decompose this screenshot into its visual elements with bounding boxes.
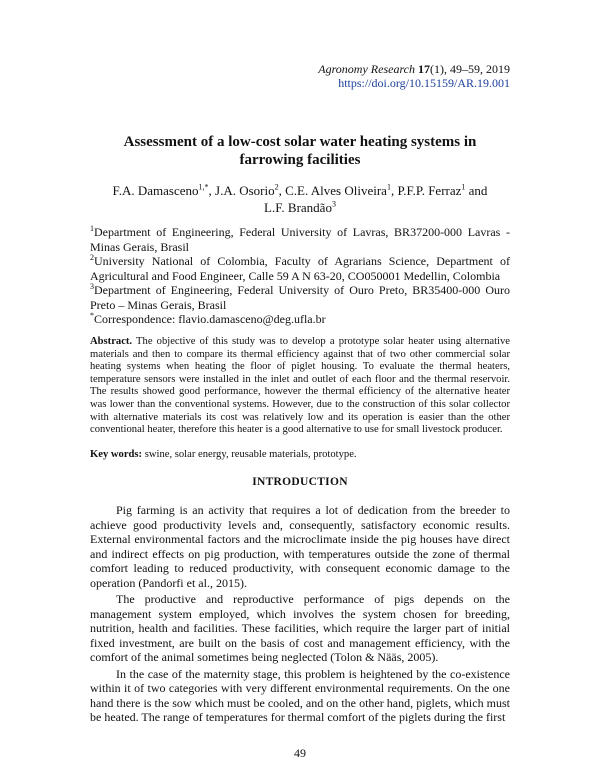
abstract [90, 336, 510, 437]
paragraph: The productive and reproductive performance of pigs depends on the management system employed, which involves the system chosen for breeding, nutrition, health and facilities. These facilities, which require the larger part of initial fixed investment, are built on the basis of cost and management efficiency, with the comfort of the animal sometimes being neglected (Tolon & Nääs, 2005). [90, 592, 510, 664]
doi-link[interactable]: https://doi.org/10.15159/AR.19.001 [338, 76, 510, 90]
author-line-2 [90, 199, 510, 216]
affiliation-3 [90, 283, 510, 312]
affiliation-text: Department of Engineering, Federal University of Ouro Preto, BR35400-000 Ouro Preto – Minas Gerais, Brasil [90, 283, 510, 312]
journal-name: Agronomy Research [318, 62, 415, 76]
author-name: L.F. Brandão [264, 200, 332, 215]
affiliation-text: University National of Colombia, Faculty of Agrarians Science, Department of Agricultural and Food Engineer, Calle 59 A N 63-20, CO050001 Medellin, Colombia [90, 254, 510, 283]
author-name: F.A. Damasceno [112, 183, 199, 198]
author-name: , P.F.P. Ferraz [390, 183, 462, 198]
paper-title: Assessment of a low-cost solar water heating systems in farrowing facilities [123, 134, 477, 168]
section-heading: INTRODUCTION [252, 476, 348, 488]
paragraph: In the case of the maternity stage, this problem is heightened by the co-existence within it of two categories with very different environmental requirements. On the one hand there is the sow which must be cooled, and on the other hand, piglets, which must be heated. The range of temperatures for thermal comfort of the piglets during the first [90, 666, 510, 724]
paragraph: Pig farming is an activity that requires a lot of dedication from the breeder to achieve good productivity levels and, consequently, satisfactory economic results. External environmental factors and the microclimate inside the pig houses have direct and indirect effects on pig production, with temperatures outside the zone of thermal comfort leading to reduced productivity, with consequent economic damage to the operation (Pandorfi et al., 2015). [90, 503, 510, 590]
author-name: , J.A. Osorio [208, 183, 275, 198]
author-line-1 [90, 182, 510, 199]
author-list [90, 182, 510, 216]
author-sup: 2 [274, 182, 279, 192]
affiliation-sup: 2 [90, 253, 94, 262]
author-sup: 1 [386, 182, 391, 192]
correspondence-text: Correspondence: flavio.damasceno@deg.ufla.br [94, 312, 326, 326]
journal-header [318, 62, 510, 90]
body-text [90, 503, 510, 727]
journal-volume: 17 [418, 62, 430, 76]
keywords-label: Key words: [90, 449, 143, 460]
journal-issue-pages: (1), 49–59, 2019 [430, 62, 510, 76]
author-sup: 1,* [198, 182, 209, 192]
page-number: 49 [294, 746, 306, 760]
affiliation-2 [90, 254, 510, 283]
keywords-text: swine, solar energy, reusable materials, prototype. [144, 449, 357, 460]
keywords [90, 449, 510, 462]
affiliation-text: Department of Engineering, Federal University of Lavras, BR37200-000 Lavras - Minas Gerais, Brasil [90, 225, 510, 254]
affiliation-sup: * [90, 311, 94, 320]
affiliations [90, 225, 510, 327]
abstract-text: The objective of this study was to develop a prototype solar heater using alternative materials and then to compare its thermal efficiency against that of two other commercial solar heating systems when heating the floor of piglet housing. To evaluate the thermal heaters, temperature sensors were installed in the inlet and outlet of each floor and the thermal reservoir. The results showed good performance, however the thermal efficiency of the alternative heater was lower than the conventional systems. However, due to the construction of this solar collector with alternative materials its cost was relatively low and its operation is easier than the other conventional heater, therefore this heater is a good alternative to use for small livestock producer. [90, 336, 510, 436]
abstract-label: Abstract. [90, 336, 133, 347]
author-name: , C.E. Alves Oliveira [278, 183, 387, 198]
author-sup: 1 [461, 182, 466, 192]
affiliation-1 [90, 225, 510, 254]
author-conjunction: and [465, 183, 488, 198]
journal-citation [318, 62, 510, 76]
author-sup: 3 [331, 199, 336, 209]
affiliation-sup: 3 [90, 282, 94, 291]
affiliation-sup: 1 [90, 224, 94, 233]
correspondence [90, 312, 510, 327]
